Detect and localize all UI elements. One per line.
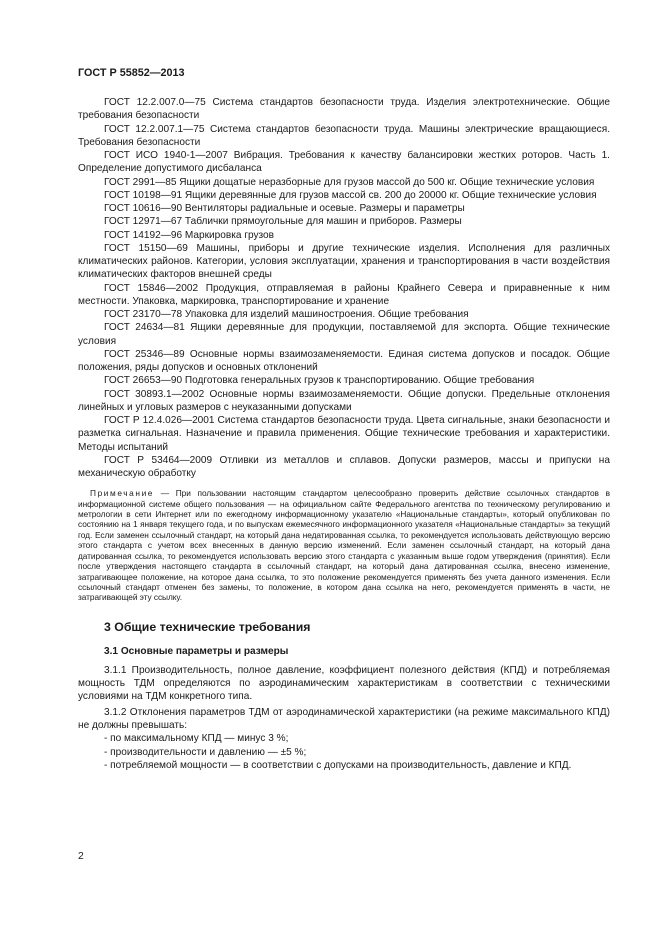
reference-item: ГОСТ 12.2.007.0—75 Система стандартов безопасности труда. Изделия электротехнические. Общие требования безопасности — [78, 97, 610, 122]
page-number: 2 — [78, 851, 84, 862]
reference-item: ГОСТ 12971—67 Таблички прямоугольные для машин и приборов. Размеры — [104, 216, 462, 228]
references-note — [78, 488, 610, 602]
deviation-list — [78, 732, 610, 772]
paragraph-3-1-2: 3.1.2 Отклонения параметров ТДМ от аэродинамической характеристики (на режиме максимального КПД) не должны превышать: — [78, 706, 610, 731]
reference-item: ГОСТ Р 53464—2009 Отливки из металлов и сплавов. Допуски размеров, массы и припуски на механическую обработку — [78, 454, 610, 479]
document-body — [78, 96, 610, 772]
list-item: - производительности и давлению — ±5 %; — [104, 746, 307, 758]
reference-item: ГОСТ 15846—2002 Продукция, отправляемая в районы Крайнего Севера и приравненные к ним местности. Упаковка, маркировка, транспортирование и хранение — [78, 282, 610, 307]
reference-item: ГОСТ 23170—78 Упаковка для изделий машиностроения. Общие требования — [104, 309, 469, 320]
reference-item: ГОСТ 26653—90 Подготовка генеральных грузов к транспортированию. Общие требования — [104, 375, 535, 387]
reference-item: ГОСТ 30893.1—2002 Основные нормы взаимозаменяемости. Общие допуски. Предельные отклонения линейных и угловых размеров с неуказанными допусками — [78, 388, 610, 413]
list-item: - по максимальному КПД — минус 3 %; — [104, 733, 289, 745]
reference-item: ГОСТ 2991—85 Ящики дощатые неразборные для грузов массой до 500 кг. Общие технические условия — [104, 176, 595, 188]
note-label: Примечание — [90, 488, 155, 499]
reference-item: ГОСТ 10616—90 Вентиляторы радиальные и осевые. Размеры и параметры — [104, 203, 465, 214]
reference-item: ГОСТ 14192—96 Маркировка грузов — [104, 229, 275, 241]
paragraph-3-1-1: 3.1.1 Производительность, полное давление, коэффициент полезного действия (КПД) и потребляемая мощность ТДМ определяются по аэродинамическим характеристикам в соответствии с техническими условиями на ТДМ конкретного типа. — [78, 664, 610, 703]
note-text: — При пользовании настоящим стандартом целесообразно проверить действие ссылочных стандартов в информационной системе общего пользования — на официальном сайте Федерального агентства по техническому регулированию и метрологии в сети Интернет или по ежегодному информационному указателю «Национальные стандарты», который опубликован по состоянию на 1 января текущего года, и по выпускам ежемесячного информационного указателя «Национальные стандарты» за текущий год. Если заменен ссылочный стандарт, на который дана недатированная ссылка, то рекомендуется использовать действующую версию этого стандарта с учетом всех внесенных в данную версию изменений. Если заменен ссылочный стандарт, на который дана датированная ссылка, то рекомендуется использовать версию этого стандарта с указанным выше годом утверждения (принятия). Если после утверждения настоящего стандарта в ссылочный стандарт, на который дана датированная ссылка, внесено изменение, затрагивающее положение, на которое дана ссылка, то это положение рекомендуется применять без учета данного изменения. Если ссылочный стандарт отменен без замены, то положение, в котором дана ссылка на него, рекомендуется применять в части, не затрагивающей эту ссылку. — [78, 488, 610, 603]
reference-item: ГОСТ Р 12.4.026—2001 Система стандартов безопасности труда. Цвета сигнальные, знаки безопасности и разметка сигнальная. Назначение и правила применения. Общие технические требования и характеристики. Методы испытаний — [78, 415, 610, 453]
normative-references-list — [78, 96, 610, 480]
list-item: - потребляемой мощности — в соответствии с допусками на производительность, давление и КПД. — [104, 759, 572, 771]
reference-item: ГОСТ 10198—91 Ящики деревянные для грузов массой св. 200 до 20000 кг. Общие технические условия — [104, 189, 597, 201]
subsection-heading: 3.1 Основные параметры и размеры — [104, 645, 289, 657]
reference-item: ГОСТ 24634—81 Ящики деревянные для продукции, поставляемой для экспорта. Общие технические условия — [78, 322, 610, 347]
section-heading: 3 Общие технические требования — [104, 619, 311, 634]
document-header: ГОСТ Р 55852—2013 — [78, 67, 185, 79]
reference-item: ГОСТ ИСО 1940-1—2007 Вибрация. Требования к качеству балансировки жестких роторов. Часть 1. Определение допустимого дисбаланса — [78, 150, 610, 175]
reference-item: ГОСТ 15150—69 Машины, приборы и другие технические изделия. Исполнения для различных климатических районов. Категории, условия эксплуатации, хранения и транспортирования в части воздействия климатических факторов внешней среды — [78, 242, 610, 281]
reference-item: ГОСТ 12.2.007.1—75 Система стандартов безопасности труда. Машины электрические вращающиеся. Требования безопасности — [78, 123, 610, 148]
reference-item: ГОСТ 25346—89 Основные нормы взаимозаменяемости. Единая система допусков и посадок. Общие положения, ряды допусков и основных отклонений — [78, 348, 610, 373]
